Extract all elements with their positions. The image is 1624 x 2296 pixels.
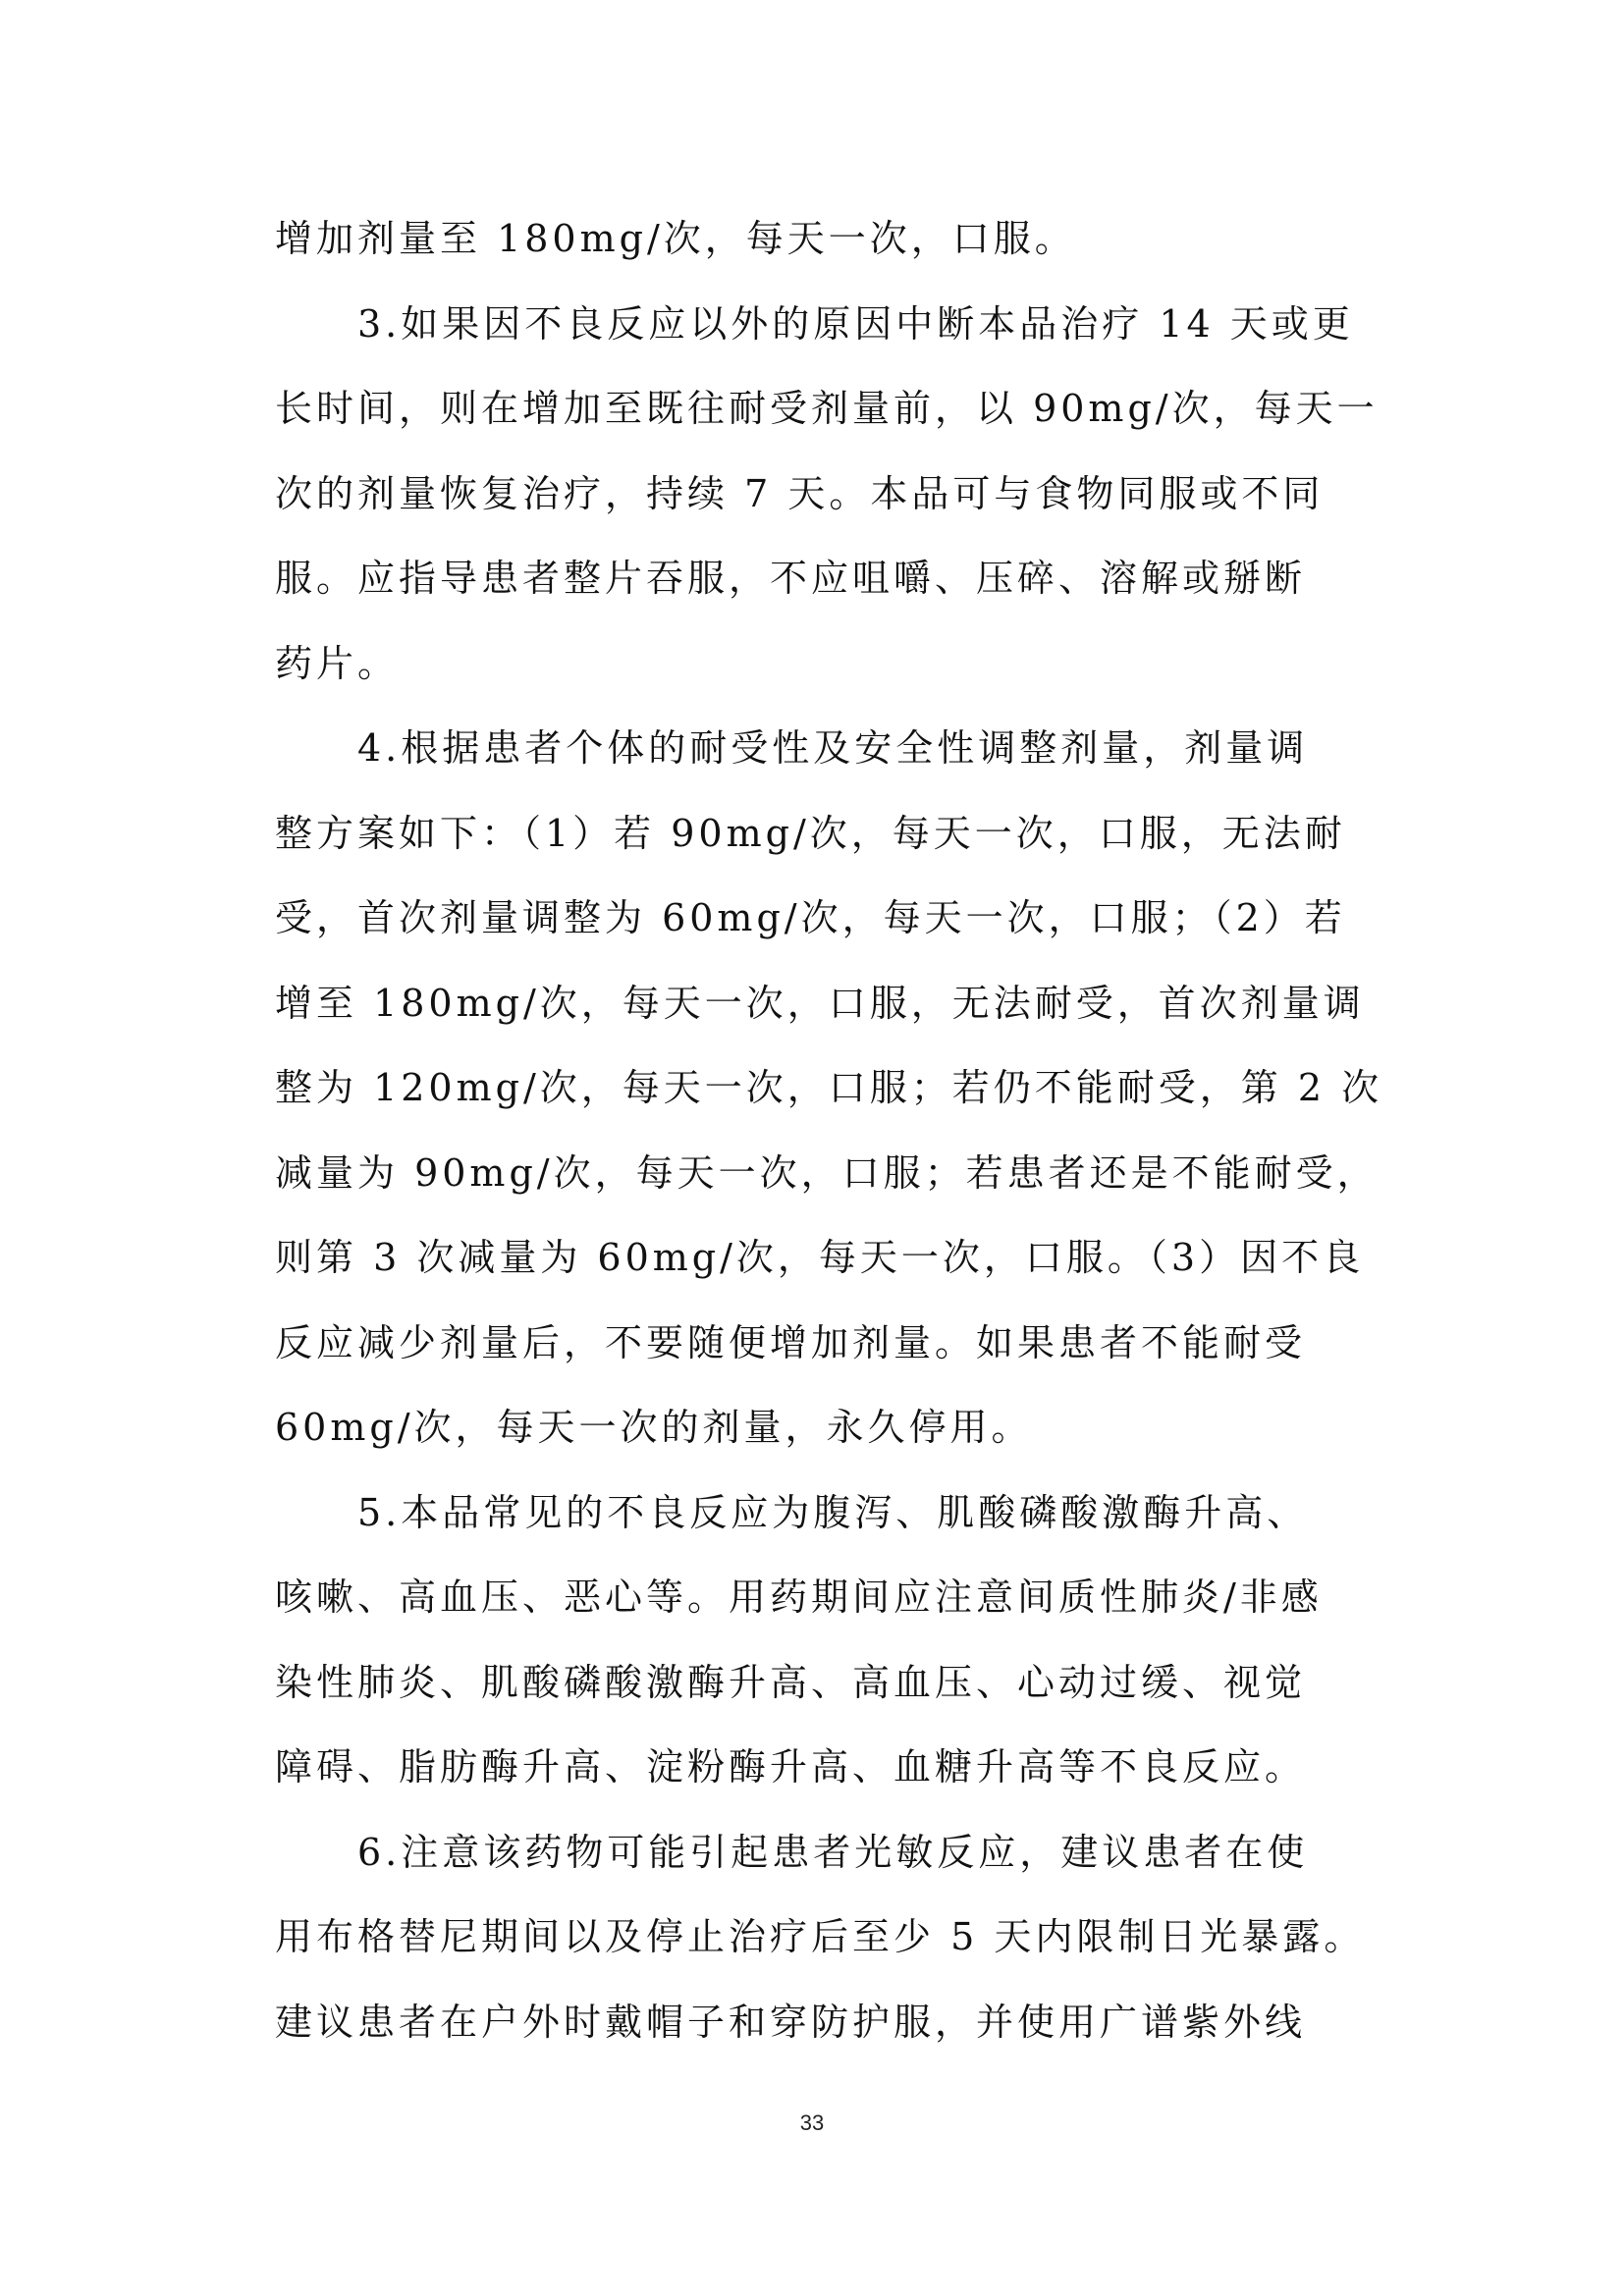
document-body [275,196,1383,2064]
page-number: 33 [799,2110,825,2135]
text-line: 整为 120mg/次，每天一次，口服；若仍不能耐受，第 2 次 [275,1066,1383,1109]
text-line: 则第 3 次减量为 60mg/次，每天一次，口服。（3）因不良 [275,1236,1365,1279]
text-line: 增至 180mg/次，每天一次，口服，无法耐受，首次剂量调 [275,981,1365,1025]
text-line: 4.根据患者个体的耐受性及安全性调整剂量，剂量调 [357,726,1309,770]
text-line: 建议患者在户外时戴帽子和穿防护服，并使用广谱紫外线 [275,2000,1307,2044]
text-line: 6.注意该药物可能引起患者光敏反应，建议患者在使 [357,1830,1309,1874]
text-line: 用布格替尼期间以及停止治疗后至少 5 天内限制日光暴露。 [275,1915,1366,1958]
text-line: 服。应指导患者整片吞服，不应咀嚼、压碎、溶解或掰断 [275,557,1307,600]
text-line: 药片。 [275,641,400,685]
text-line: 60mg/次，每天一次的剂量，永久停用。 [275,1406,1033,1449]
text-line: 反应减少剂量后，不要随便增加剂量。如果患者不能耐受 [275,1320,1307,1364]
text-line: 染性肺炎、肌酸磷酸激酶升高、高血压、心动过缓、视觉 [275,1660,1307,1704]
paragraph-continuation [275,196,1375,282]
text-line: 减量为 90mg/次，每天一次，口服；若患者还是不能耐受， [275,1150,1379,1195]
text-line: 长时间，则在增加至既往耐受剂量前，以 90mg/次，每天一 [275,387,1379,430]
text-line: 整方案如下：（1）若 90mg/次，每天一次，口服，无法耐 [275,811,1346,855]
text-line: 3.如果因不良反应以外的原因中断本品治疗 14 天或更 [357,301,1354,346]
paragraph-item-6 [275,1810,1375,2065]
paragraph-item-5 [275,1470,1375,1810]
text-line: 增加剂量至 180mg/次，每天一次，口服。 [275,217,1076,260]
text-line: 咳嗽、高血压、恶心等。用药期间应注意间质性肺炎/非感 [275,1575,1323,1619]
paragraph-item-4 [275,706,1383,1470]
text-line: 受，首次剂量调整为 60mg/次，每天一次，口服；（2）若 [275,896,1346,939]
text-line: 5.本品常见的不良反应为腹泻、肌酸磷酸激酶升高、 [357,1490,1309,1534]
text-line: 次的剂量恢复治疗，持续 7 天。本品可与食物同服或不同 [275,471,1325,515]
text-line: 障碍、脂肪酶升高、淀粉酶升高、血糖升高等不良反应。 [275,1745,1307,1789]
paragraph-item-3 [275,282,1379,707]
